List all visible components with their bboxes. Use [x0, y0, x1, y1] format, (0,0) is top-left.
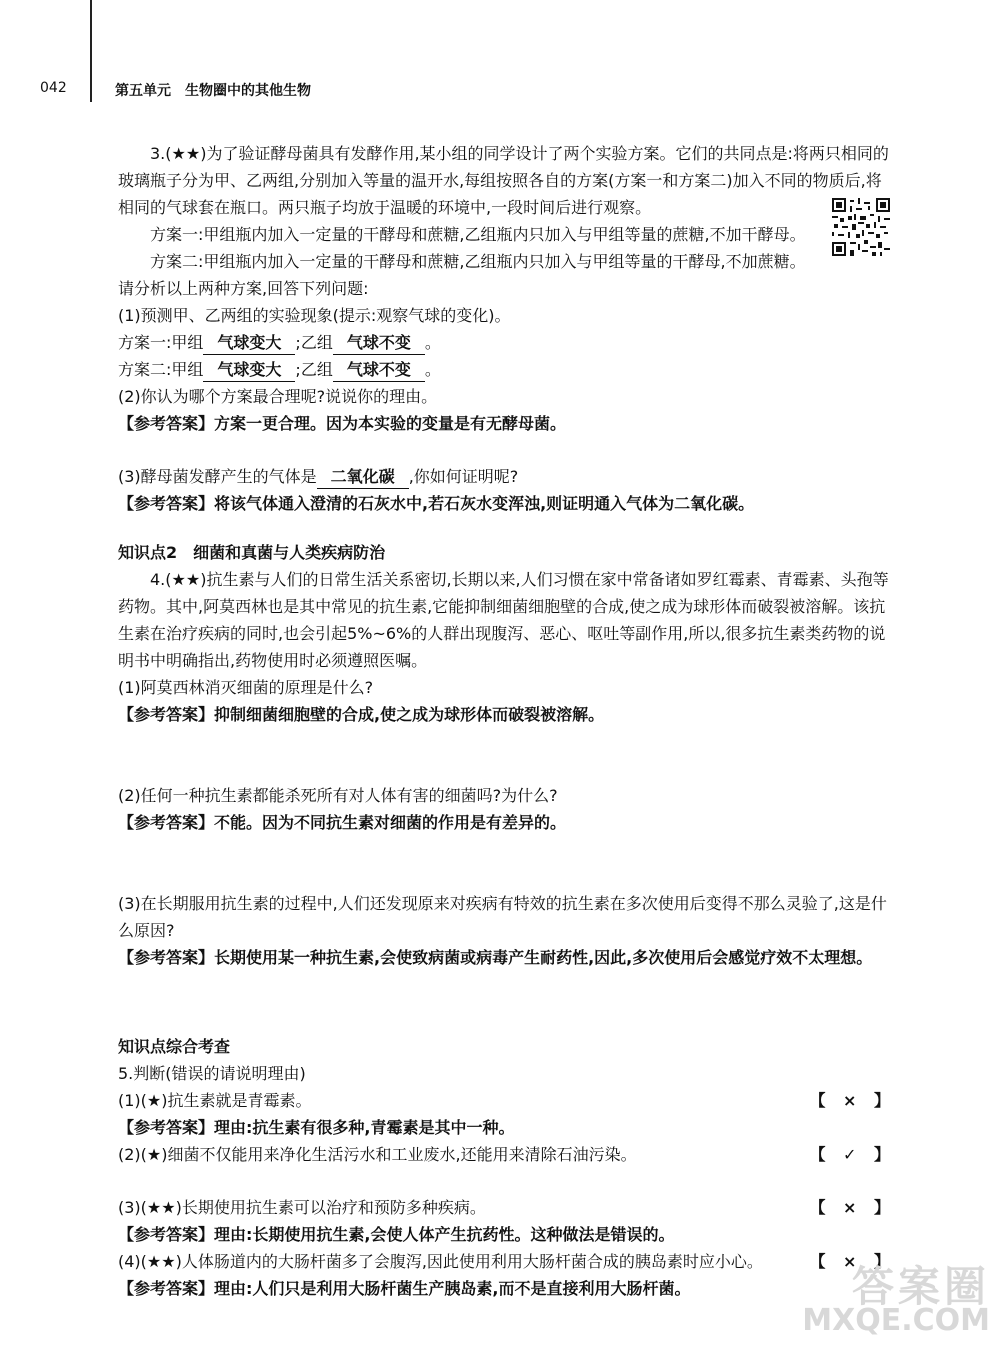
judge-item-3 — [118, 1194, 896, 1221]
answer-blank: 二氧化碳 — [317, 466, 409, 489]
reference-answer: 【参考答案】理由:人们只是利用大肠杆菌生产胰岛素,而不是直接利用大肠杆菌。 — [118, 1279, 691, 1298]
q3-sub-1: (1)预测甲、乙两组的实验现象(提示:观察气球的变化)。 — [118, 306, 511, 325]
row-1-end: 。 — [424, 333, 441, 352]
reference-answer: 【参考答案】理由:长期使用抗生素,会使人体产生抗药性。这种做法是错误的。 — [118, 1225, 675, 1244]
unit-title: 第五单元 生物圈中的其他生物 — [115, 83, 311, 99]
question-3-stem: 3.(★★)为了验证酵母菌具有发酵作用,某小组的同学设计了两个实验方案。它们的共同点是:将两只相同的玻璃瓶子分为甲、乙两组,分别加入等量的温开水,每组按照各自的方案(方案一和方案二)加入不同的物质后,将相同的气球套在瓶口。两只瓶子均放于温暖的环境中,一段时间后进行观察。 — [118, 144, 889, 217]
reference-answer: 【参考答案】长期使用某一种抗生素,会使致病菌或病毒产生耐药性,因此,多次使用后会感觉疗效不太理想。 — [118, 948, 873, 967]
judge-mark: 【 ✓ 】 — [809, 1145, 896, 1164]
reference-answer: 【参考答案】将该气体通入澄清的石灰水中,若石灰水变浑浊,则证明通入气体为二氧化碳。 — [118, 494, 755, 513]
row-1-prefix: 方案一:甲组 — [118, 333, 204, 352]
q3-sub-2: (2)你认为哪个方案最合理呢?说说你的理由。 — [118, 387, 438, 406]
judge-item-2 — [118, 1141, 896, 1168]
instruction-text: 请分析以上两种方案,回答下列问题: — [118, 279, 369, 298]
page-content — [118, 140, 896, 1302]
row-2-end: 。 — [424, 360, 441, 379]
judge-item-text: (3)(★★)长期使用抗生素可以治疗和预防多种疾病。 — [118, 1198, 486, 1217]
judge-mark: 【 × 】 — [809, 1198, 896, 1217]
q3-sub-3-text: (3)酵母菌发酵产生的气体是 — [118, 467, 317, 486]
judge-mark: 【 × 】 — [809, 1252, 896, 1271]
q4-sub-1: (1)阿莫西林消灭细菌的原理是什么? — [118, 678, 374, 697]
judge-item-1 — [118, 1087, 896, 1114]
watermark-logo — [720, 1262, 990, 1340]
watermark-line-1: 答案圈 — [851, 1262, 990, 1311]
judge-mark: 【 × 】 — [809, 1091, 896, 1110]
plan-2-text: 方案二:甲组瓶内加入一定量的干酵母和蔗糖,乙组瓶内只加入与甲组等量的干酵母,不加蔗糖。 — [150, 252, 806, 271]
question-4-stem: 4.(★★)抗生素与人们的日常生活关系密切,长期以来,人们习惯在家中常备诸如罗红霉素、青霉素、头孢等药物。其中,阿莫西林也是其中常见的抗生素,它能抑制细菌细胞壁的合成,使之成为球形体而破裂被溶解。该抗生素在治疗疾病的同时,也会引起5%~6%的人群出现腹泻、恶心、呕吐等副作用,所以,很多抗生素类药物的说明书中明确指出,药物使用时必须遵照医嘱。 — [118, 570, 889, 670]
question-5-stem: 5.判断(错误的请说明理由) — [118, 1064, 306, 1083]
plan-1-answer-row — [118, 329, 896, 356]
reference-answer: 【参考答案】不能。因为不同抗生素对细菌的作用是有差异的。 — [118, 813, 567, 832]
reference-answer: 【参考答案】方案一更合理。因为本实验的变量是有无酵母菌。 — [118, 414, 567, 433]
answer-blank: 气球不变 — [333, 359, 425, 382]
answer-blank: 气球变大 — [203, 359, 295, 382]
page-number: 042 — [40, 80, 67, 96]
judge-item-text: (2)(★)细菌不仅能用来净化生活污水和工业废水,还能用来清除石油污染。 — [118, 1145, 637, 1164]
row-1-mid: ;乙组 — [295, 333, 333, 352]
plan-1-text: 方案一:甲组瓶内加入一定量的干酵母和蔗糖,乙组瓶内只加入与甲组等量的蔗糖,不加干酵母。 — [150, 225, 806, 244]
q3-sub-3-tail: ,你如何证明呢? — [408, 467, 519, 486]
watermark-line-2: MXQE.COM — [802, 1303, 990, 1338]
judge-item-text: (4)(★★)人体肠道内的大肠杆菌多了会腹泻,因此使用利用大肠杆菌合成的胰岛素时应小心。 — [118, 1252, 763, 1271]
reference-answer: 【参考答案】理由:抗生素有很多种,青霉素是其中一种。 — [118, 1118, 515, 1137]
answer-blank: 气球不变 — [333, 332, 425, 355]
row-2-prefix: 方案二:甲组 — [118, 360, 204, 379]
section-title: 知识点2 细菌和真菌与人类疾病防治 — [118, 543, 386, 562]
judge-item-text: (1)(★)抗生素就是青霉素。 — [118, 1091, 312, 1110]
q4-sub-2: (2)任何一种抗生素都能杀死所有对人体有害的细菌吗?为什么? — [118, 786, 558, 805]
reference-answer: 【参考答案】抑制细菌细胞壁的合成,使之成为球形体而破裂被溶解。 — [118, 705, 605, 724]
margin-rule — [90, 0, 92, 102]
section-title: 知识点综合考查 — [118, 1037, 231, 1056]
plan-2-answer-row — [118, 356, 896, 383]
answer-blank: 气球变大 — [203, 332, 295, 355]
q3-sub-3 — [118, 463, 896, 490]
row-2-mid: ;乙组 — [295, 360, 333, 379]
q4-sub-3: (3)在长期服用抗生素的过程中,人们还发现原来对疾病有特效的抗生素在多次使用后变得不那么灵验了,这是什么原因? — [118, 894, 887, 940]
